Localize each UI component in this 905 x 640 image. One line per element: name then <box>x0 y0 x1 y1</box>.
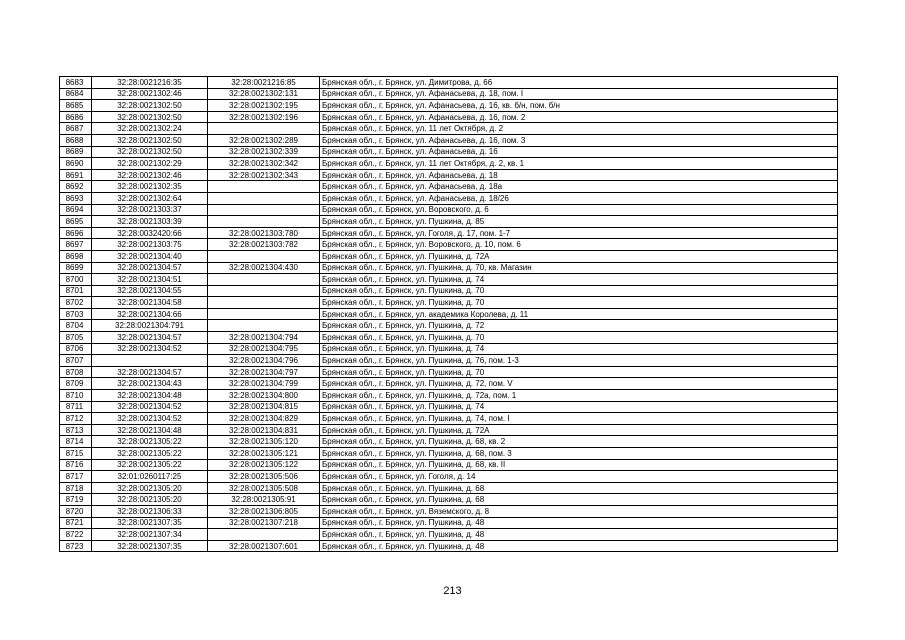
row-number-cell: 8688 <box>60 134 92 146</box>
address-cell: Брянская обл., г. Брянск, ул. Пушкина, д. 76, пом. 1-3 <box>320 355 838 367</box>
land-cadastral-number-cell: 32:28:0021303:39 <box>92 216 208 228</box>
row-number-cell: 8714 <box>60 436 92 448</box>
address-cell: Брянская обл., г. Брянск, ул. Афанасьева, д. 18 <box>320 169 838 181</box>
table-row <box>60 448 838 460</box>
land-cadastral-number-cell: 32:28:0021302:50 <box>92 146 208 158</box>
page-number: 213 <box>443 585 462 597</box>
object-cadastral-number-cell <box>208 192 320 204</box>
table-row <box>60 134 838 146</box>
address-cell: Брянская обл., г. Брянск, ул. Пушкина, д. 72, пом. V <box>320 378 838 390</box>
object-cadastral-number-cell: 32:28:0021304:800 <box>208 390 320 402</box>
row-number-cell: 8705 <box>60 332 92 344</box>
land-cadastral-number-cell: 32:28:0021307:35 <box>92 540 208 552</box>
address-cell: Брянская обл., г. Брянск, ул. Пушкина, д. 70 <box>320 366 838 378</box>
land-cadastral-number-cell: 32:28:0021304:48 <box>92 424 208 436</box>
object-cadastral-number-cell: 32:28:0021304:831 <box>208 424 320 436</box>
row-number-cell: 8711 <box>60 401 92 413</box>
row-number-cell: 8717 <box>60 471 92 483</box>
table-row <box>60 424 838 436</box>
land-cadastral-number-cell: 32:28:0021216:35 <box>92 77 208 89</box>
row-number-cell: 8708 <box>60 366 92 378</box>
land-cadastral-number-cell: 32:28:0021304:40 <box>92 250 208 262</box>
land-cadastral-number-cell: 32:28:0021307:35 <box>92 517 208 529</box>
land-cadastral-number-cell: 32:28:0021303:37 <box>92 204 208 216</box>
object-cadastral-number-cell <box>208 297 320 309</box>
row-number-cell: 8702 <box>60 297 92 309</box>
land-cadastral-number-cell: 32:28:0021307:34 <box>92 529 208 541</box>
row-number-cell: 8707 <box>60 355 92 367</box>
table-row <box>60 320 838 332</box>
object-cadastral-number-cell: 32:28:0021304:799 <box>208 378 320 390</box>
table-row <box>60 77 838 89</box>
table-row <box>60 343 838 355</box>
row-number-cell: 8699 <box>60 262 92 274</box>
table-row <box>60 413 838 425</box>
row-number-cell: 8689 <box>60 146 92 158</box>
object-cadastral-number-cell: 32:28:0021305:121 <box>208 448 320 460</box>
table-row <box>60 482 838 494</box>
land-cadastral-number-cell: 32:28:0021302:46 <box>92 169 208 181</box>
object-cadastral-number-cell: 32:28:0021302:196 <box>208 111 320 123</box>
land-cadastral-number-cell: 32:28:0021305:22 <box>92 448 208 460</box>
row-number-cell: 8683 <box>60 77 92 89</box>
object-cadastral-number-cell: 32:28:0021305:508 <box>208 482 320 494</box>
land-cadastral-number-cell: 32:28:0021305:22 <box>92 459 208 471</box>
object-cadastral-number-cell <box>208 274 320 286</box>
object-cadastral-number-cell: 32:28:0021305:506 <box>208 471 320 483</box>
row-number-cell: 8692 <box>60 181 92 193</box>
row-number-cell: 8685 <box>60 100 92 112</box>
land-cadastral-number-cell: 32:28:0021304:57 <box>92 332 208 344</box>
row-number-cell: 8716 <box>60 459 92 471</box>
object-cadastral-number-cell: 32:28:0021302:339 <box>208 146 320 158</box>
row-number-cell: 8698 <box>60 250 92 262</box>
table-row <box>60 88 838 100</box>
address-cell: Брянская обл., г. Брянск, ул. Гоголя, д. 14 <box>320 471 838 483</box>
table-row <box>60 332 838 344</box>
table-row <box>60 100 838 112</box>
address-cell: Брянская обл., г. Брянск, ул. Димитрова, д. 66 <box>320 77 838 89</box>
object-cadastral-number-cell: 32:28:0021303:782 <box>208 239 320 251</box>
table-row <box>60 366 838 378</box>
address-cell: Брянская обл., г. Брянск, ул. Пушкина, д. 68 <box>320 494 838 506</box>
address-cell: Брянская обл., г. Брянск, ул. академика Королева, д. 11 <box>320 308 838 320</box>
row-number-cell: 8718 <box>60 482 92 494</box>
table-row <box>60 505 838 517</box>
address-cell: Брянская обл., г. Брянск, ул. Пушкина, д. 72а, пом. 1 <box>320 390 838 402</box>
object-cadastral-number-cell: 32:28:0021216:85 <box>208 77 320 89</box>
address-cell: Брянская обл., г. Брянск, ул. 11 лет Октября, д. 2 <box>320 123 838 135</box>
land-cadastral-number-cell: 32:28:0021304:52 <box>92 401 208 413</box>
object-cadastral-number-cell <box>208 216 320 228</box>
register-table <box>59 76 838 552</box>
table-row <box>60 401 838 413</box>
address-cell: Брянская обл., г. Брянск, ул. Пушкина, д. 68, пом. 3 <box>320 448 838 460</box>
object-cadastral-number-cell <box>208 250 320 262</box>
object-cadastral-number-cell: 32:28:0021305:120 <box>208 436 320 448</box>
land-cadastral-number-cell: 32:01:0260117:25 <box>92 471 208 483</box>
row-number-cell: 8712 <box>60 413 92 425</box>
address-cell: Брянская обл., г. Брянск, ул. Пушкина, д. 74, пом. I <box>320 413 838 425</box>
object-cadastral-number-cell <box>208 308 320 320</box>
land-cadastral-number-cell: 32:28:0032420:66 <box>92 227 208 239</box>
object-cadastral-number-cell: 32:28:0021302:343 <box>208 169 320 181</box>
address-cell: Брянская обл., г. Брянск, ул. Пушкина, д. 72А <box>320 424 838 436</box>
land-cadastral-number-cell: 32:28:0021304:52 <box>92 413 208 425</box>
land-cadastral-number-cell: 32:28:0021302:50 <box>92 100 208 112</box>
table-row <box>60 158 838 170</box>
address-cell: Брянская обл., г. Брянск, ул. Пушкина, д. 48 <box>320 540 838 552</box>
land-cadastral-number-cell: 32:28:0021304:43 <box>92 378 208 390</box>
address-cell: Брянская обл., г. Брянск, ул. Пушкина, д. 70 <box>320 285 838 297</box>
address-cell: Брянская обл., г. Брянск, ул. Вяземского, д. 8 <box>320 505 838 517</box>
object-cadastral-number-cell: 32:28:0021304:797 <box>208 366 320 378</box>
address-cell: Брянская обл., г. Брянск, ул. Пушкина, д. 74 <box>320 274 838 286</box>
land-cadastral-number-cell: 32:28:0021304:48 <box>92 390 208 402</box>
row-number-cell: 8687 <box>60 123 92 135</box>
object-cadastral-number-cell: 32:28:0021306:805 <box>208 505 320 517</box>
address-cell: Брянская обл., г. Брянск, ул. Пушкина, д. 48 <box>320 517 838 529</box>
table-row <box>60 181 838 193</box>
object-cadastral-number-cell: 32:28:0021305:91 <box>208 494 320 506</box>
table-row <box>60 459 838 471</box>
land-cadastral-number-cell: 32:28:0021304:791 <box>92 320 208 332</box>
address-cell: Брянская обл., г. Брянск, ул. Афанасьева, д. 18/26 <box>320 192 838 204</box>
address-cell: Брянская обл., г. Брянск, ул. Пушкина, д. 70 <box>320 297 838 309</box>
row-number-cell: 8684 <box>60 88 92 100</box>
object-cadastral-number-cell: 32:28:0021304:829 <box>208 413 320 425</box>
table-row <box>60 471 838 483</box>
table-row <box>60 355 838 367</box>
address-cell: Брянская обл., г. Брянск, ул. Воровского, д. 10, пом. 6 <box>320 239 838 251</box>
object-cadastral-number-cell: 32:28:0021302:289 <box>208 134 320 146</box>
address-cell: Брянская обл., г. Брянск, ул. Пушкина, д. 74 <box>320 343 838 355</box>
land-cadastral-number-cell: 32:28:0021305:22 <box>92 436 208 448</box>
table-row <box>60 192 838 204</box>
table-row <box>60 390 838 402</box>
table-row <box>60 308 838 320</box>
table-row <box>60 146 838 158</box>
object-cadastral-number-cell: 32:28:0021304:794 <box>208 332 320 344</box>
address-cell: Брянская обл., г. Брянск, ул. Афанасьева, д. 16, пом. 2 <box>320 111 838 123</box>
land-cadastral-number-cell: 32:28:0021302:46 <box>92 88 208 100</box>
row-number-cell: 8694 <box>60 204 92 216</box>
row-number-cell: 8691 <box>60 169 92 181</box>
table-row <box>60 111 838 123</box>
row-number-cell: 8700 <box>60 274 92 286</box>
row-number-cell: 8706 <box>60 343 92 355</box>
row-number-cell: 8722 <box>60 529 92 541</box>
row-number-cell: 8701 <box>60 285 92 297</box>
row-number-cell: 8713 <box>60 424 92 436</box>
table-row <box>60 274 838 286</box>
land-cadastral-number-cell: 32:28:0021302:24 <box>92 123 208 135</box>
table-row <box>60 216 838 228</box>
address-cell: Брянская обл., г. Брянск, ул. Пушкина, д. 68 <box>320 482 838 494</box>
table-row <box>60 204 838 216</box>
object-cadastral-number-cell: 32:28:0021307:218 <box>208 517 320 529</box>
row-number-cell: 8709 <box>60 378 92 390</box>
land-cadastral-number-cell: 32:28:0021305:20 <box>92 482 208 494</box>
address-cell: Брянская обл., г. Брянск, ул. Пушкина, д. 74 <box>320 401 838 413</box>
table-row <box>60 540 838 552</box>
row-number-cell: 8703 <box>60 308 92 320</box>
address-cell: Брянская обл., г. Брянск, ул. Афанасьева, д. 16, кв. б/н, пом. б/н <box>320 100 838 112</box>
row-number-cell: 8697 <box>60 239 92 251</box>
land-cadastral-number-cell: 32:28:0021304:66 <box>92 308 208 320</box>
row-number-cell: 8690 <box>60 158 92 170</box>
land-cadastral-number-cell: 32:28:0021304:58 <box>92 297 208 309</box>
address-cell: Брянская обл., г. Брянск, ул. Пушкина, д. 72 <box>320 320 838 332</box>
table-row <box>60 285 838 297</box>
row-number-cell: 8721 <box>60 517 92 529</box>
address-cell: Брянская обл., г. Брянск, ул. Пушкина, д. 70 <box>320 332 838 344</box>
land-cadastral-number-cell: 32:28:0021302:50 <box>92 134 208 146</box>
land-cadastral-number-cell: 32:28:0021304:55 <box>92 285 208 297</box>
row-number-cell: 8693 <box>60 192 92 204</box>
table-row <box>60 123 838 135</box>
land-cadastral-number-cell: 32:28:0021302:35 <box>92 181 208 193</box>
land-cadastral-number-cell: 32:28:0021305:20 <box>92 494 208 506</box>
address-cell: Брянская обл., г. Брянск, ул. Пушкина, д. 70, кв. Магазин <box>320 262 838 274</box>
address-cell: Брянская обл., г. Брянск, ул. Пушкина, д. 72А <box>320 250 838 262</box>
row-number-cell: 8723 <box>60 540 92 552</box>
address-cell: Брянская обл., г. Брянск, ул. Пушкина, д. 48 <box>320 529 838 541</box>
address-cell: Брянская обл., г. Брянск, ул. Афанасьева, д. 16, пом. 3 <box>320 134 838 146</box>
object-cadastral-number-cell: 32:28:0021302:342 <box>208 158 320 170</box>
object-cadastral-number-cell: 32:28:0021304:815 <box>208 401 320 413</box>
land-cadastral-number-cell: 32:28:0021304:51 <box>92 274 208 286</box>
address-cell: Брянская обл., г. Брянск, ул. Гоголя, д. 17, пом. 1-7 <box>320 227 838 239</box>
object-cadastral-number-cell <box>208 529 320 541</box>
object-cadastral-number-cell <box>208 181 320 193</box>
object-cadastral-number-cell <box>208 204 320 216</box>
table-row <box>60 494 838 506</box>
row-number-cell: 8704 <box>60 320 92 332</box>
table-row <box>60 250 838 262</box>
row-number-cell: 8719 <box>60 494 92 506</box>
address-cell: Брянская обл., г. Брянск, ул. Пушкина, д. 68, кв. II <box>320 459 838 471</box>
table-row <box>60 529 838 541</box>
address-cell: Брянская обл., г. Брянск, ул. Афанасьева, д. 18а <box>320 181 838 193</box>
land-cadastral-number-cell: 32:28:0021302:64 <box>92 192 208 204</box>
land-cadastral-number-cell: 32:28:0021302:29 <box>92 158 208 170</box>
row-number-cell: 8710 <box>60 390 92 402</box>
object-cadastral-number-cell: 32:28:0021304:430 <box>208 262 320 274</box>
land-cadastral-number-cell: 32:28:0021306:33 <box>92 505 208 517</box>
table-row <box>60 239 838 251</box>
table-row <box>60 378 838 390</box>
address-cell: Брянская обл., г. Брянск, ул. Афанасьева, д. 18, пом. I <box>320 88 838 100</box>
land-cadastral-number-cell: 32:28:0021302:50 <box>92 111 208 123</box>
row-number-cell: 8695 <box>60 216 92 228</box>
table-row <box>60 262 838 274</box>
land-cadastral-number-cell: 32:28:0021304:52 <box>92 343 208 355</box>
object-cadastral-number-cell <box>208 285 320 297</box>
object-cadastral-number-cell <box>208 320 320 332</box>
object-cadastral-number-cell: 32:28:0021302:195 <box>208 100 320 112</box>
row-number-cell: 8686 <box>60 111 92 123</box>
object-cadastral-number-cell: 32:28:0021302:131 <box>208 88 320 100</box>
land-cadastral-number-cell: 32:28:0021303:75 <box>92 239 208 251</box>
land-cadastral-number-cell: 32:28:0021304:57 <box>92 262 208 274</box>
object-cadastral-number-cell: 32:28:0021304:796 <box>208 355 320 367</box>
row-number-cell: 8715 <box>60 448 92 460</box>
object-cadastral-number-cell: 32:28:0021303:780 <box>208 227 320 239</box>
row-number-cell: 8720 <box>60 505 92 517</box>
table-row <box>60 227 838 239</box>
object-cadastral-number-cell <box>208 123 320 135</box>
address-cell: Брянская обл., г. Брянск, ул. Афанасьева, д. 16 <box>320 146 838 158</box>
object-cadastral-number-cell: 32:28:0021307:601 <box>208 540 320 552</box>
table-row <box>60 517 838 529</box>
register-table-body <box>60 77 838 552</box>
land-cadastral-number-cell: 32:28:0021304:57 <box>92 366 208 378</box>
address-cell: Брянская обл., г. Брянск, ул. Пушкина, д. 85 <box>320 216 838 228</box>
land-cadastral-number-cell <box>92 355 208 367</box>
object-cadastral-number-cell: 32:28:0021305:122 <box>208 459 320 471</box>
address-cell: Брянская обл., г. Брянск, ул. 11 лет Октября, д. 2, кв. 1 <box>320 158 838 170</box>
row-number-cell: 8696 <box>60 227 92 239</box>
address-cell: Брянская обл., г. Брянск, ул. Пушкина, д. 68, кв. 2 <box>320 436 838 448</box>
table-row <box>60 436 838 448</box>
table-row <box>60 169 838 181</box>
object-cadastral-number-cell: 32:28:0021304:795 <box>208 343 320 355</box>
address-cell: Брянская обл., г. Брянск, ул. Воровского, д. 6 <box>320 204 838 216</box>
table-row <box>60 297 838 309</box>
